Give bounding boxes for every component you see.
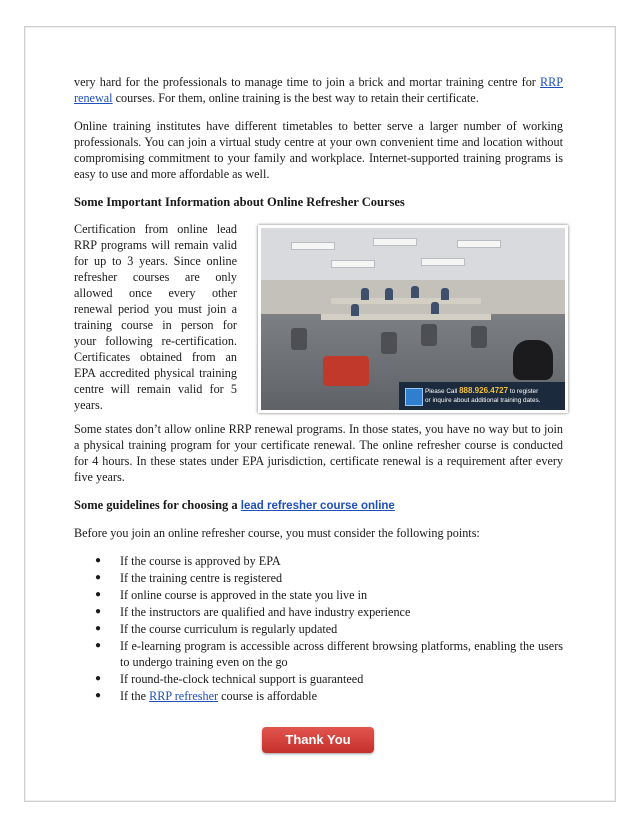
rrp-refresher-link[interactable]: RRP refresher <box>149 689 219 703</box>
last-bullet-prefix: If the <box>120 689 150 703</box>
intro-paragraph <box>74 74 563 106</box>
photo-banner <box>399 382 565 410</box>
section-heading-important-info: Some Important Information about Online Refresher Courses <box>74 195 405 209</box>
chair <box>421 324 437 346</box>
ceiling-light <box>373 238 417 246</box>
certification-paragraph: Certification from online lead RRP programs will remain valid for up to 3 years. Since online refresher courses are only allowed once every other renewal period you must join a training course in person for your following re-certification. Certificates obtained from an EPA accredited physical training centre will remain valid for 5 years. <box>74 222 237 412</box>
online-training-paragraph: Online training institutes have different timetables to better serve a larger number of working professionals. You can join a virtual study centre at your own convenient time and location without compromising commitment to your family and workplace. Internet-supported training programs is easy to use and more affordable as well. <box>74 119 563 181</box>
chair <box>471 326 487 348</box>
banner-suffix: to register <box>509 388 539 395</box>
certification-block <box>74 221 563 411</box>
trash-bag <box>513 340 553 380</box>
points-intro-paragraph: Before you join an online refresher course, you must consider the following points: <box>74 526 480 540</box>
student <box>351 304 359 316</box>
classroom-photo <box>258 225 568 413</box>
intro-text-after: courses. For them, online training is the best way to retain their certificate. <box>112 91 479 105</box>
guidelines-list <box>74 553 563 704</box>
states-paragraph: Some states don’t allow online RRP renewal programs. In those states, you have no way but to join a physical training program for your certificate renewal. The online refresher course is conducted for 4 hours. In these states under EPA jurisdiction, certificate renewal is a requirement after every five years. <box>74 422 563 484</box>
building-logo-icon <box>405 388 423 406</box>
photo-ceiling <box>261 228 565 280</box>
ceiling-light <box>421 258 465 266</box>
thank-you-button[interactable]: Thank You <box>262 727 374 753</box>
ceiling-light <box>291 242 335 250</box>
student <box>411 286 419 298</box>
student <box>431 302 439 314</box>
list-item <box>112 688 563 704</box>
list-item: ● If online course is approved in the state you live in <box>112 587 563 603</box>
rrp-renewal-link[interactable]: RRP renewal <box>74 75 563 105</box>
last-bullet-suffix: course is affordable <box>218 689 317 703</box>
list-item: ● If the instructors are qualified and have industry experience <box>112 604 563 620</box>
document-content <box>74 74 563 705</box>
guidelines-heading-text: Some guidelines for choosing a <box>74 498 241 512</box>
chair <box>381 332 397 354</box>
student <box>441 288 449 300</box>
list-item: ● If the training centre is registered <box>112 570 563 586</box>
banner-phone: 888.926.4727 <box>459 386 509 395</box>
banner-line-1 <box>425 387 538 396</box>
list-item: ● If the course is approved by EPA <box>112 553 563 569</box>
chair <box>291 328 307 350</box>
student <box>385 288 393 300</box>
list-item: ● If the course curriculum is regularly updated <box>112 621 563 637</box>
ceiling-light <box>331 260 375 268</box>
list-item: ● If round-the-clock technical support is guaranteed <box>112 671 563 687</box>
desk <box>321 314 491 320</box>
ceiling-light <box>457 240 501 248</box>
banner-line-2: or inquire about additional training dates. <box>425 397 541 404</box>
intro-text: very hard for the professionals to manage time to join a brick and mortar training centre for <box>74 75 536 89</box>
banner-prefix: Please Call <box>425 388 458 395</box>
lead-refresher-course-link[interactable]: lead refresher course online <box>240 500 395 512</box>
red-vacuum <box>323 356 369 386</box>
list-item: ● If e-learning program is accessible across different browsing platforms, enabling the users to undergo training even on the go <box>112 638 563 670</box>
section-heading-guidelines <box>74 497 563 514</box>
student <box>361 288 369 300</box>
